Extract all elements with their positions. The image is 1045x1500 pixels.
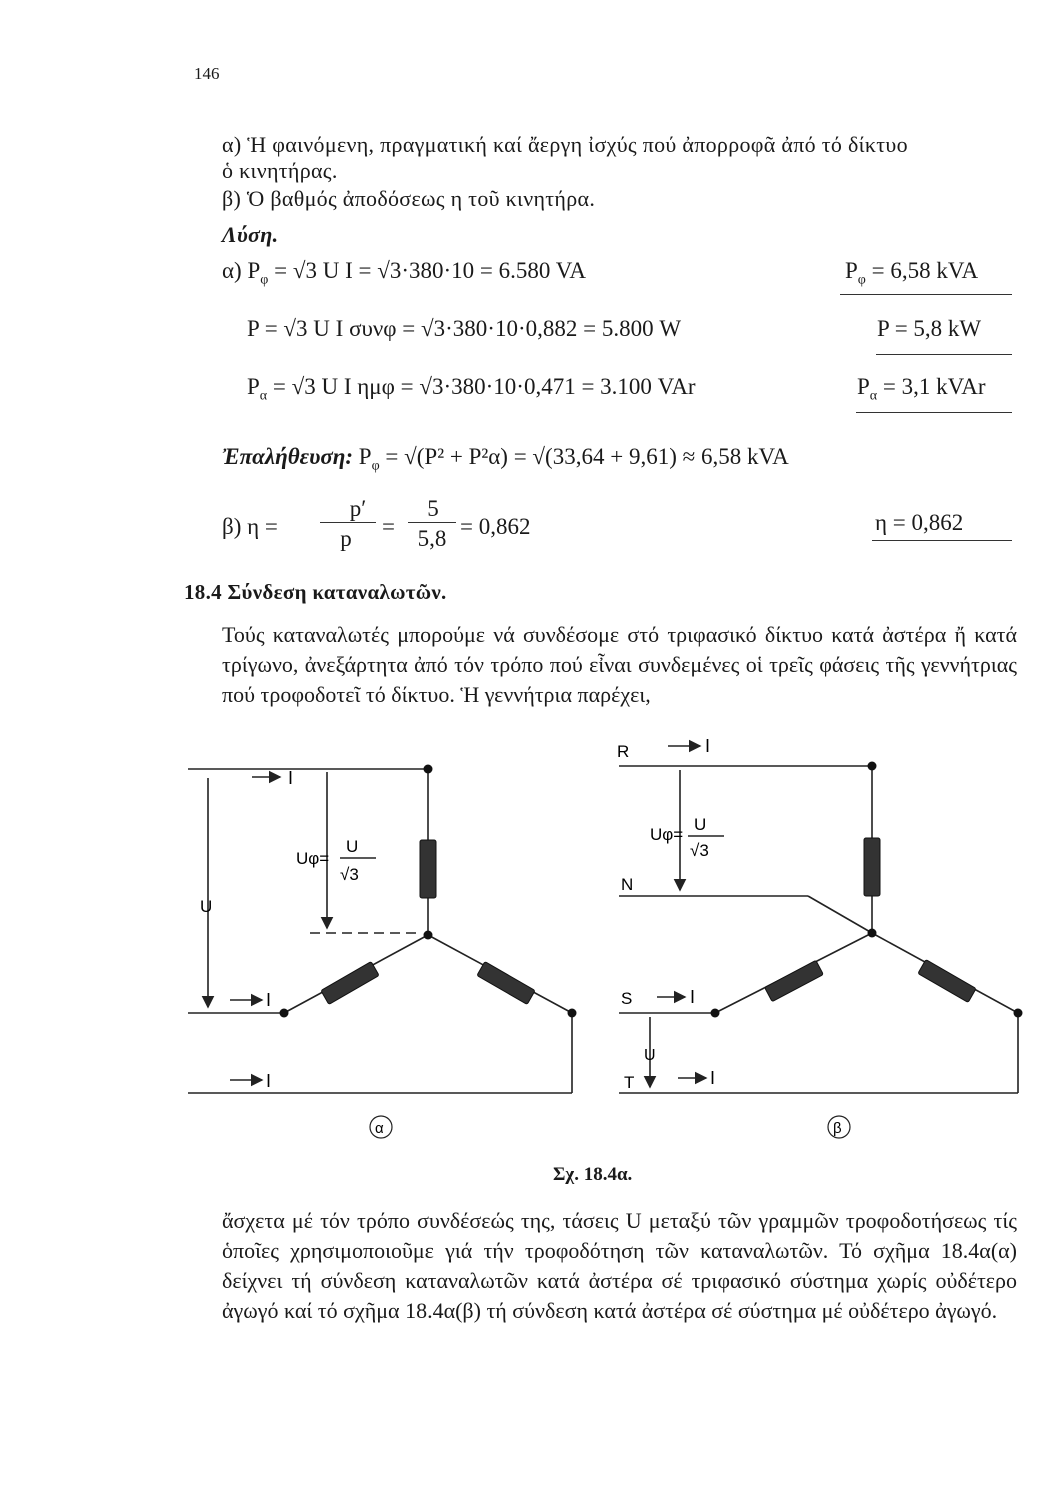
fig-a-current-mid: I — [266, 990, 272, 1010]
fig-a-current-top: I — [288, 768, 294, 788]
section-heading: 18.4 Σύνδεση καταναλωτῶν. — [184, 580, 447, 604]
figure-caption: Σχ. 18.4α. — [553, 1164, 633, 1185]
eta-equals: = — [382, 514, 395, 539]
fig-b-label-S: S — [621, 989, 633, 1008]
eta-num-2: 5 — [427, 496, 439, 521]
result-apparent-power: $P_\varphi = 6,58$ kVA — [845, 258, 979, 288]
fig-b-tag: β — [833, 1120, 842, 1137]
fig-a-line-voltage: U — [200, 897, 213, 916]
result-active-power: P = 5,8 kW — [877, 316, 982, 341]
resistor-b-1 — [864, 838, 880, 896]
fig-a-phase-den: √3 — [340, 865, 359, 884]
fig-a-current-bot: I — [266, 1071, 272, 1091]
result-efficiency: η = 0,862 — [875, 510, 964, 535]
solution-heading: Λύση. — [222, 222, 279, 247]
fig-b-phase-den: √3 — [690, 841, 709, 860]
eq-efficiency-prefix: β) η = — [222, 514, 278, 539]
fig-b-label-N: N — [621, 875, 634, 894]
problem-line-a: α) Ἡ φαινόμενη, πραγματική καί ἄεργη ἰσχύς πού ἀπορροφᾶ ἀπό τό δίκτυο — [222, 132, 908, 157]
fig-a-phase-label: Uφ= — [296, 849, 330, 868]
resistor-a-2 — [321, 962, 379, 1005]
fig-b-label-R: R — [617, 742, 630, 761]
fig-b-phase-label: Uφ= — [650, 825, 684, 844]
eta-den-1: p — [340, 526, 352, 551]
fig-b-label-T: T — [624, 1073, 635, 1092]
resistor-a-1 — [420, 840, 436, 898]
fig-b-line-voltage: U — [644, 1047, 656, 1064]
fig-a-tag: α — [375, 1120, 384, 1137]
section-paragraph-2: ἄσχετα μέ τόν τρόπο συνδέσεώς της, τάσεις U μεταξύ τῶν γραμμῶν τροφοδοτήσεως τίς ὁποῖες χρησιμοποιοῦμε γιά τήν τροφοδότηση τῶν καταναλωτῶν. Τό σχῆμα 18.4α(α) δείχνει τή σύνδεση καταναλωτῶν κατά ἀστέρα σέ τριφασικό σύστημα χωρίς οὐδέτερο ἀγωγό καί τό σχῆμα 18.4α(β) τή σύνδεση κατά ἀστέρα σέ σύστημα μέ οὐδέτερο ἀγωγό. — [222, 1208, 1017, 1323]
page-number: 146 — [194, 64, 220, 83]
problem-line-a2: ὁ κινητήρας. — [222, 158, 338, 183]
resistor-a-3 — [477, 962, 535, 1005]
eta-value: = 0,862 — [460, 514, 531, 539]
fig-b-phase-num: U — [694, 815, 707, 834]
result-reactive-power: $P_\alpha = 3,1$ kVAr — [857, 374, 986, 404]
eta-num-1: p′ — [349, 496, 367, 521]
resistor-b-3 — [918, 960, 976, 1003]
problem-line-b: β) Ὁ βαθμός ἀποδόσεως η τοῦ κινητήρα. — [222, 186, 596, 211]
eq-reactive-power: $P_\alpha = √3$ U I ημφ = √3·380·10·0,471 = 3.100 VAr — [247, 374, 696, 404]
eta-den-2: 5,8 — [417, 526, 447, 551]
fig-b-current-bot: I — [710, 1068, 716, 1088]
eq-active-power: P = √3 U I συνφ = √3·380·10·0,882 = 5.800 W — [247, 316, 682, 341]
fig-b-current-top: I — [705, 736, 711, 756]
fig-b-current-mid: I — [690, 987, 696, 1007]
section-paragraph-1: Τούς καταναλωτές μπορούμε νά συνδέσομε στό τριφασικό δίκτυο κατά ἀστέρα ἤ κατά τρίγωνο, ἀνεξάρτητα ἀπό τόν τρόπο πού εἶναι συνδεμένες οἱ τρεῖς φάσεις τῆς γεννήτριας πού τροφοδοτεῖ τό δίκτυο. Ἡ γεννήτρια παρέχει, — [222, 622, 1017, 707]
eq-verification: Ἐπαλήθευση: $P_\varphi = √(P^2 + P^2\alpha) = √(33,64 + 9,61) \approx 6,58$ kVA — [222, 444, 789, 474]
resistor-b-2 — [765, 960, 824, 1001]
eq-apparent-power: α) $P_\varphi = √3$ U I = √3·380·10 = 6.580 VA — [222, 258, 586, 288]
fig-a-phase-num: U — [346, 837, 359, 856]
